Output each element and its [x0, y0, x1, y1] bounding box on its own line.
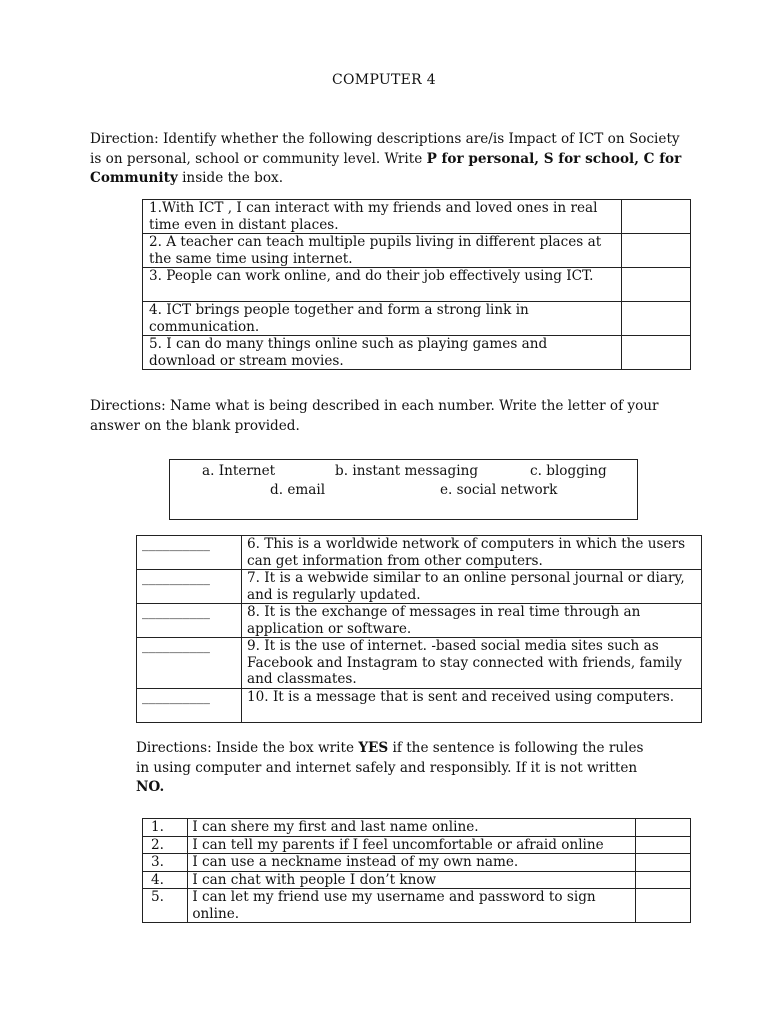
table-row: [143, 234, 691, 268]
table-row: [137, 570, 702, 604]
choice-e: e. social network: [440, 482, 558, 498]
impact-item-2: 2. A teacher can teach multiple pupils living in different places at the same time using internet.: [143, 234, 622, 268]
direction-1-bold-personal: P for personal: [426, 150, 535, 167]
table-row: [143, 854, 691, 872]
table-row: [143, 836, 691, 854]
safety-num-4: 4.: [143, 871, 188, 889]
direction-3-bold-no: NO.: [136, 779, 165, 795]
direction-3-bold-yes: YES: [358, 740, 389, 756]
safety-num-1: 1.: [143, 819, 188, 837]
answer-blank-8[interactable]: __________: [137, 604, 242, 638]
table-row: [143, 302, 691, 336]
yes-no-box-3[interactable]: [636, 854, 691, 872]
answer-box-3[interactable]: [621, 268, 690, 302]
direction-1-sep: ,: [534, 150, 544, 167]
safety-num-5: 5.: [143, 889, 188, 923]
yes-no-box-5[interactable]: [636, 889, 691, 923]
answer-box-1[interactable]: [621, 200, 690, 234]
answer-blank-9[interactable]: __________: [137, 638, 242, 689]
table-row: [137, 688, 702, 722]
direction-2: Directions: Name what is being described in each number. Write the letter of your answer on the blank provided.: [90, 398, 659, 434]
table-row: [143, 336, 691, 370]
impact-item-4: 4. ICT brings people together and form a strong link in communication.: [143, 302, 622, 336]
question-9: 9. It is the use of internet. -based social media sites such as Facebook and Instagram to stay connected with friends, family and classmates.: [242, 638, 702, 689]
yes-no-box-1[interactable]: [636, 819, 691, 837]
answer-box-5[interactable]: [621, 336, 690, 370]
answer-box-2[interactable]: [621, 234, 690, 268]
table-row: [143, 200, 691, 234]
safety-text-2: I can tell my parents if I feel uncomfortable or afraid online: [188, 836, 636, 854]
choice-a: a. Internet: [202, 463, 276, 479]
yes-no-box-4[interactable]: [636, 871, 691, 889]
yes-no-box-2[interactable]: [636, 836, 691, 854]
direction-1-tail: inside the box.: [177, 170, 284, 186]
impact-table: [142, 199, 691, 370]
safety-text-4: I can chat with people I don’t know: [188, 871, 636, 889]
table-row: [137, 536, 702, 570]
direction-1-bold-school-community: S for school, C for Community: [90, 150, 682, 186]
table-row: [143, 889, 691, 923]
answer-box-4[interactable]: [621, 302, 690, 336]
impact-item-1: 1.With ICT , I can interact with my friends and loved ones in real time even in distant places.: [143, 200, 622, 234]
answer-blank-7[interactable]: __________: [137, 570, 242, 604]
impact-item-5: 5. I can do many things online such as playing games and download or stream movies.: [143, 336, 622, 370]
impact-item-3: 3. People can work online, and do their job effectively using ICT.: [143, 268, 622, 302]
question-8: 8. It is the exchange of messages in real time through an application or software.: [242, 604, 702, 638]
safety-text-1: I can shere my first and last name online.: [188, 819, 636, 837]
choice-d: d. email: [270, 482, 326, 498]
table-row: [143, 819, 691, 837]
identification-table: [136, 535, 702, 723]
question-10: 10. It is a message that is sent and received using computers.: [242, 688, 702, 722]
safety-num-3: 3.: [143, 854, 188, 872]
question-6: 6. This is a worldwide network of computers in which the users can get information from other computers.: [242, 536, 702, 570]
direction-3-text: Directions: Inside the box write: [136, 740, 359, 756]
safety-text-5: I can let my friend use my username and password to sign online.: [188, 889, 636, 923]
choices-box: [169, 459, 638, 520]
choice-b: b. instant messaging: [335, 463, 479, 479]
page-title: COMPUTER 4: [332, 72, 436, 88]
answer-blank-6[interactable]: __________: [137, 536, 242, 570]
direction-1-text: Direction: Identify whether the following descriptions are/is Impact of ICT on Society is on personal, school or community level. Write: [90, 131, 680, 167]
table-row: [143, 268, 691, 302]
safety-text-3: I can use a neckname instead of my own name.: [188, 854, 636, 872]
safety-num-2: 2.: [143, 836, 188, 854]
table-row: [143, 871, 691, 889]
table-row: [137, 604, 702, 638]
direction-3-mid: if the sentence is following the rules in using computer and internet safely and responsibly. If it is not written: [136, 740, 644, 776]
question-7: 7. It is a webwide similar to an online personal journal or diary, and is regularly updated.: [242, 570, 702, 604]
choice-c: c. blogging: [530, 463, 607, 479]
answer-blank-10[interactable]: __________: [137, 688, 242, 722]
direction-3: [136, 739, 656, 798]
direction-1: [90, 130, 690, 189]
table-row: [137, 638, 702, 689]
safety-table: [142, 818, 691, 923]
